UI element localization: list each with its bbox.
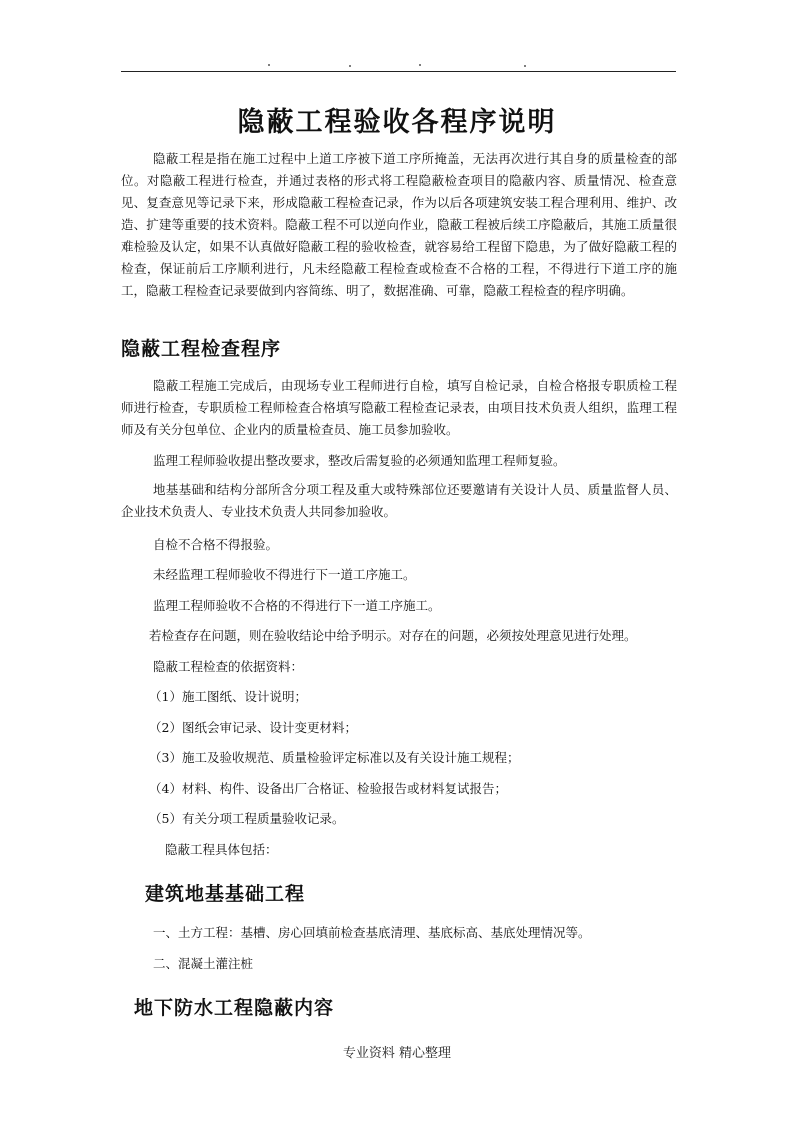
basis-materials-intro: 隐蔽工程检查的依据资料： (153, 659, 304, 674)
basis-item-3: （3）施工及验收规范、质量检验评定标准以及有关设计施工规程； (149, 750, 520, 765)
basis-item-5: （5）有关分项工程质量验收记录。 (149, 811, 345, 826)
page-title: 隐蔽工程验收各程序说明 (237, 107, 557, 138)
section-heading-inspection-procedure: 隐蔽工程检查程序 (121, 338, 282, 360)
procedure-line-4: 自检不合格不得报验。 (153, 537, 279, 552)
section-heading-foundation: 建筑地基基础工程 (145, 883, 306, 905)
procedure-paragraph-3: 地基基础和结构分部所含分项工程及重大或特殊部位还要邀请有关设计人员、质量监督人员、企业技术负责人、专业技术负责人共同参加验收。 (121, 482, 677, 519)
concealed-work-includes: 隐蔽工程具体包括： (165, 842, 278, 857)
basis-item-1: （1）施工图纸、设计说明； (149, 689, 307, 704)
procedure-paragraph-1: 隐蔽工程施工完成后，由现场专业工程师进行自检，填写自检记录，自检合格报专职质检工程师进行检查，专职质检工程师检查合格填写隐蔽工程检查记录表，由项目技术负责人组织，监理工程师及有关分包单位、企业内的质量检查员、施工员参加验收。 (121, 378, 677, 437)
foundation-item-1: 一、土方工程：基槽、房心回填前检查基底清理、基底标高、基底处理情况等。 (153, 925, 591, 940)
procedure-line-7: 若检查存在问题，则在验收结论中给予明示。对存在的问题，必须按处理意见进行处理。 (149, 628, 637, 643)
foundation-item-2: 二、混凝土灌注桩 (153, 956, 254, 971)
page-footer: 专业资料 精心整理 (342, 1046, 452, 1061)
basis-item-4: （4）材料、构件、设备出厂合格证、检验报告或材料复试报告； (149, 781, 507, 796)
procedure-line-5: 未经监理工程师验收不得进行下一道工序施工。 (153, 567, 416, 582)
procedure-paragraph-2: 监理工程师验收提出整改要求，整改后需复验的必须通知监理工程师复验。 (153, 453, 566, 468)
header-dots (0, 62, 794, 68)
header-rule (121, 71, 676, 72)
section-heading-underground-waterproofing: 地下防水工程隐蔽内容 (134, 997, 335, 1019)
basis-item-2: （2）图纸会审记录、设计变更材料； (149, 720, 357, 735)
intro-paragraph: 隐蔽工程是指在施工过程中上道工序被下道工序所掩盖，无法再次进行其自身的质量检查的部位。对隐蔽工程进行检查，并通过表格的形式将工程隐蔽检查项目的隐蔽内容、质量情况、检查意见、复查意见等记录下来，形成隐蔽工程检查记录，作为以后各项建筑安装工程合理利用、维护、改造、扩建等重要的技术资料。隐蔽工程不可以逆向作业，隐蔽工程被后续工序隐蔽后，其施工质量很难检验及认定，如果不认真做好隐蔽工程的验收检查，就容易给工程留下隐患，为了做好隐蔽工程的检查，保证前后工序顺利进行，凡未经隐蔽工程检查或检查不合格的工程，不得进行下道工序的施工，隐蔽工程检查记录要做到内容简练、明了，数据准确、可靠，隐蔽工程检查的程序明确。 (121, 151, 677, 298)
procedure-line-6: 监理工程师验收不合格的不得进行下一道工序施工。 (153, 598, 441, 613)
